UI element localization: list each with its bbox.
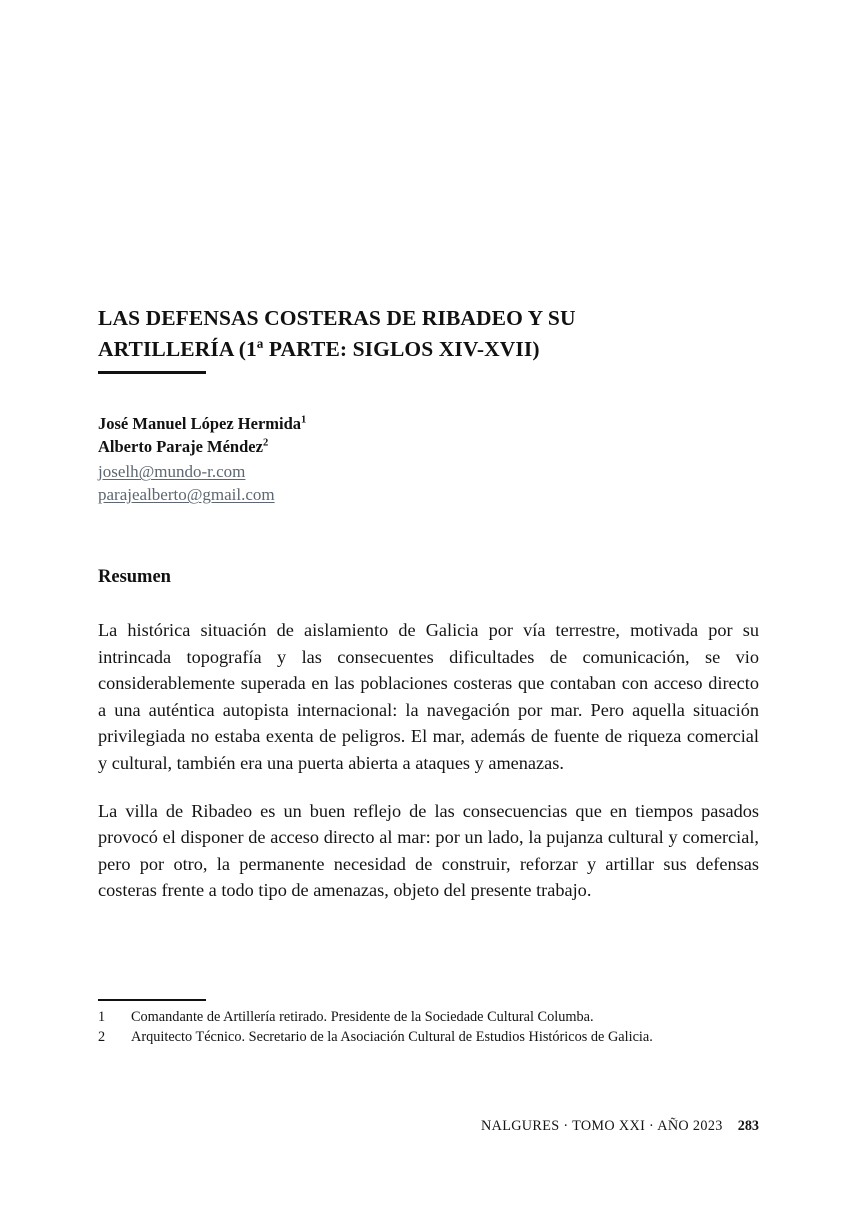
author-1-name: José Manuel López Hermida [98,414,302,433]
abstract-paragraph-1: La histórica situación de aislamiento de Galicia por vía terrestre, motivada por su intrincada topografía y las consecuentes dificultades de comunicación, se vio considerablemente superada en las poblaciones costeras que contaban con acceso directo a una auténtica autopista internacional: la navegación por mar. Pero aquella situación privilegiada no estaba exenta de peligros. El mar, además de fuente de riqueza comercial y cultural, también era una puerta abierta a ataques y amenazas. [98,620,759,773]
page-footer [98,1118,759,1135]
footnote-2-number: 2 [98,1029,106,1046]
author-1-footnote-marker: 1 [301,414,307,426]
title-divider-rule [98,371,206,374]
email-link-2[interactable]: parajealberto@gmail.com [98,485,275,504]
footnote-separator-rule [98,999,206,1001]
abstract-paragraph-2: La villa de Ribadeo es un buen reflejo de las consecuencias que en tiempos pasados provocó el disponer de acceso directo al mar: por un lado, la pujanza cultural y comercial, pero por otro, la permanente necesidad de construir, reforzar y artillar sus defensas costeras frente a todo tipo de amenazas, objeto del presente trabajo. [98,800,759,901]
footer-journal-info: NALGURES · TOMO XXI · AÑO 2023 [481,1118,723,1134]
footnote-1-text: Comandante de Artillería retirado. Presidente de la Sociedade Cultural Columba. [131,1009,594,1025]
footnote-1-number: 1 [98,1009,106,1025]
author-1 [98,413,759,436]
title-line-2: ARTILLERÍA (1ª PARTE: SIGLOS XIV-XVII) [98,337,540,361]
title-line-1: LAS DEFENSAS COSTERAS DE RIBADEO Y SU [98,306,576,330]
page-title [98,303,759,365]
section-heading-resumen: Resumen [98,567,171,587]
footnote-2 [98,1027,759,1047]
footnote-2-text: Arquitecto Técnico. Secretario de la Asociación Cultural de Estudios Históricos de Galicia. [131,1029,653,1046]
footnotes-block [98,1007,759,1048]
email-link-1[interactable]: joselh@mundo-r.com [98,462,246,481]
author-2-footnote-marker: 2 [262,437,269,448]
footer-page-number: 283 [737,1118,759,1134]
author-2 [98,436,759,459]
abstract-body [98,617,759,904]
author-2-name: Alberto Paraje Méndez [98,436,263,456]
author-block [98,413,759,506]
footnote-1 [98,1007,759,1027]
